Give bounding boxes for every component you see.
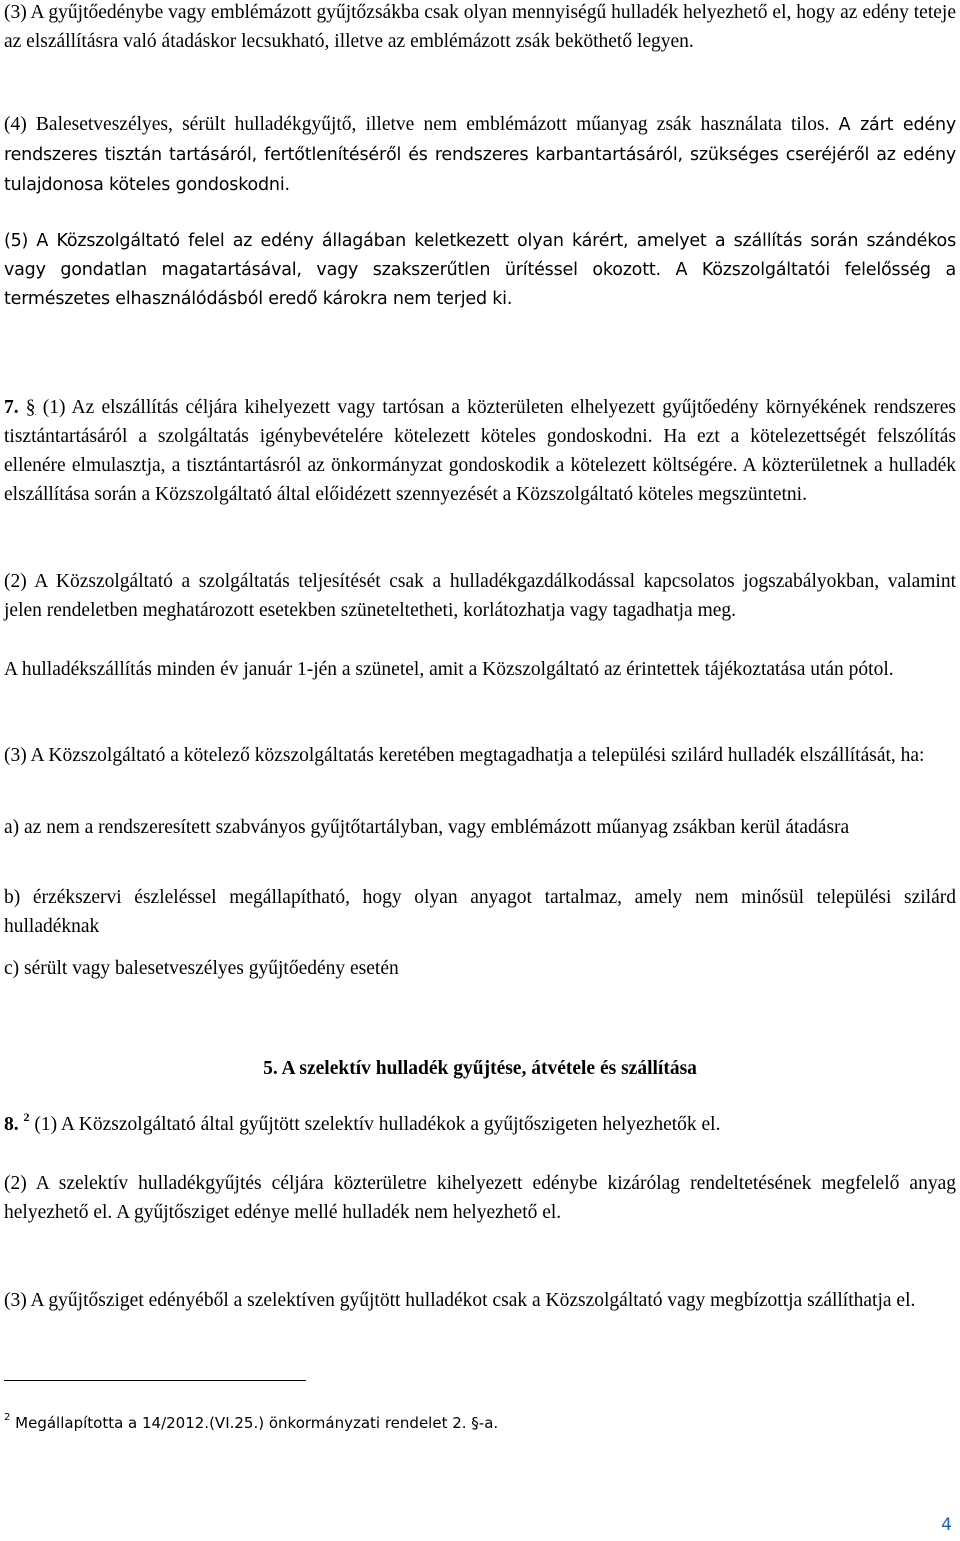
paragraph-6-3: (3) A gyűjtőedénybe vagy emblémázott gyűjtőzsákba csak olyan mennyiségű hulladék helyezhető el, hogy az edény teteje az elszállításra való átadáskor lecsukható, illetve az emblémázott zsák beköthető legyen. bbox=[4, 2, 956, 52]
footnote-reference[interactable]: 2 bbox=[23, 1110, 30, 1124]
section-8-1-text: (1) A Közszolgáltató által gyűjtött szelektív hulladékok a gyűjtőszigeten helyezhetők el. bbox=[34, 1114, 721, 1135]
paragraph-6-5: (5) A Közszolgáltató felel az edény állagában keletkezett olyan kárért, amelyet a szállítás során szándékos vagy gondatlan magatartásával, vagy szakszerűtlen ürítéssel okozott. A Közszolgáltatói felelősség a természetes elhasználódásból eredő károkra nem terjed ki. bbox=[4, 231, 956, 309]
section-7-point-c: c) sérült vagy balesetveszélyes gyűjtőedény esetén bbox=[4, 958, 399, 979]
section-8-number: 8. bbox=[4, 1114, 19, 1135]
section-7-paragraph-2b: A hulladékszállítás minden év január 1-jén a szünetel, amit a Közszolgáltató az érintettek tájékoztatása után pótol. bbox=[4, 659, 894, 680]
section-7-point-a: a) az nem a rendszeresített szabványos gyűjtőtartályban, vagy emblémázott műanyag zsákban kerül átadásra bbox=[4, 817, 850, 838]
paragraph-6-4 bbox=[4, 110, 956, 200]
footnote bbox=[4, 1414, 498, 1432]
section-8-paragraph-3: (3) A gyűjtősziget edényéből a szelektíven gyűjtött hulladékot csak a Közszolgáltató vagy megbízottja szállíthatja el. bbox=[4, 1290, 916, 1311]
section-7-point-b: b) érzékszervi észleléssel megállapítható, hogy olyan anyagot tartalmaz, amely nem minősül települési szilárd hulladéknak bbox=[4, 887, 956, 937]
section-8-paragraph-1 bbox=[4, 1110, 956, 1139]
section-sign: § bbox=[25, 397, 36, 418]
chapter-heading: 5. A szelektív hulladék gyűjtése, átvétele és szállítása bbox=[263, 1058, 697, 1079]
footnote-separator bbox=[4, 1380, 306, 1381]
section-7-number: 7. bbox=[4, 397, 19, 418]
section-7-1-text: (1) Az elszállítás céljára kihelyezett vagy tartósan a közterületen elhelyezett gyűjtőedény környékének rendszeres tisztántartásáról a szolgáltatás igénybevételére kötelezett köteles gondoskodni. Ha ezt a kötelezettségét felszólítás ellenére elmulasztja, a tisztántartásról az önkormányzat gondoskodik a kötelezett költségére. A közterületnek a hulladék elszállítása során a Közszolgáltató által előidézett szennyezését a Közszolgáltató köteles megszüntetni. bbox=[4, 397, 957, 505]
paragraph-6-4-serif: (4) Balesetveszélyes, sérült hulladékgyűjtő, illetve nem emblémázott műanyag zsák használata tilos. bbox=[4, 114, 830, 135]
footnote-number: 2 bbox=[4, 1412, 11, 1423]
paragraph-6-4-sans: A zárt edény rendszeres tisztán tartásáról, fertőtlenítéséről és rendszeres karbantartásáról, szükséges cseréjéről az edény tulajdonosa köteles gondoskodni. bbox=[4, 115, 956, 195]
section-7-paragraph-2: (2) A Közszolgáltató a szolgáltatás teljesítését csak a hulladékgazdálkodással kapcsolatos jogszabályokban, valamint jelen rendeletben meghatározott esetekben szüneteltetheti, korlátozhatja vagy tagadhatja meg. bbox=[4, 571, 956, 621]
footnote-text: Megállapította a 14/2012.(VI.25.) önkormányzati rendelet 2. §-a. bbox=[15, 1414, 499, 1432]
section-7-paragraph-3: (3) A Közszolgáltató a kötelező közszolgáltatás keretében megtagadhatja a települési szilárd hulladék elszállítását, ha: bbox=[4, 745, 925, 766]
section-8-paragraph-2: (2) A szelektív hulladékgyűjtés céljára közterületre kihelyezett edénybe kizárólag rendeltetésének megfelelő anyag helyezhető el. A gyűjtősziget edénye mellé hulladék nem helyezhető el. bbox=[4, 1173, 956, 1223]
page-number: 4 bbox=[941, 1515, 952, 1535]
section-7-paragraph-1 bbox=[4, 393, 956, 509]
